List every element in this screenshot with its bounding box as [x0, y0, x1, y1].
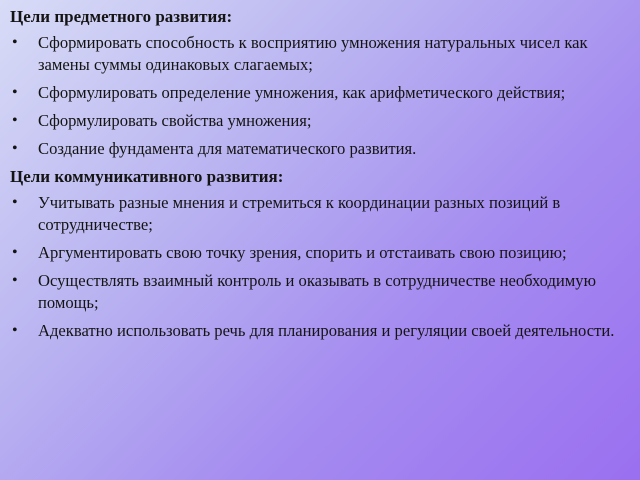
list-item — [10, 320, 630, 342]
bullet-icon: • — [12, 112, 18, 129]
list-item-text: Аргументировать свою точку зрения, спорить и отстаивать свою позицию; — [38, 243, 567, 262]
list-item — [10, 192, 630, 236]
list-item — [10, 110, 630, 132]
list-item — [10, 32, 630, 76]
bullet-icon: • — [12, 34, 18, 51]
list-item-text: Сформировать способность к восприятию умножения натуральных чисел как замены суммы одинаковых слагаемых; — [38, 33, 588, 74]
list-item — [10, 270, 630, 314]
bullet-icon: • — [12, 244, 18, 261]
list-item-text: Учитывать разные мнения и стремиться к координации разных позиций в сотрудничестве; — [38, 193, 561, 234]
bullet-icon: • — [12, 194, 18, 211]
list-item — [10, 242, 630, 264]
section-title-subject-goals: Цели предметного развития: — [10, 7, 233, 26]
list-item-text: Адекватно использовать речь для планирования и регуляции своей деятельности. — [38, 321, 615, 340]
list-item-text: Сформулировать определение умножения, как арифметического действия; — [38, 83, 566, 102]
list-item — [10, 138, 630, 160]
bullet-icon: • — [12, 84, 18, 101]
section-title-communicative-goals: Цели коммуникативного развития: — [10, 167, 284, 186]
communicative-goals-list — [10, 192, 630, 342]
bullet-icon: • — [12, 322, 18, 339]
list-item-text: Создание фундамента для математического развития. — [38, 139, 417, 158]
bullet-icon: • — [12, 272, 18, 289]
subject-goals-list — [10, 32, 630, 160]
list-item-text: Осуществлять взаимный контроль и оказывать в сотрудничестве необходимую помощь; — [38, 271, 596, 312]
bullet-icon: • — [12, 140, 18, 157]
list-item — [10, 82, 630, 104]
list-item-text: Сформулировать свойства умножения; — [38, 111, 312, 130]
